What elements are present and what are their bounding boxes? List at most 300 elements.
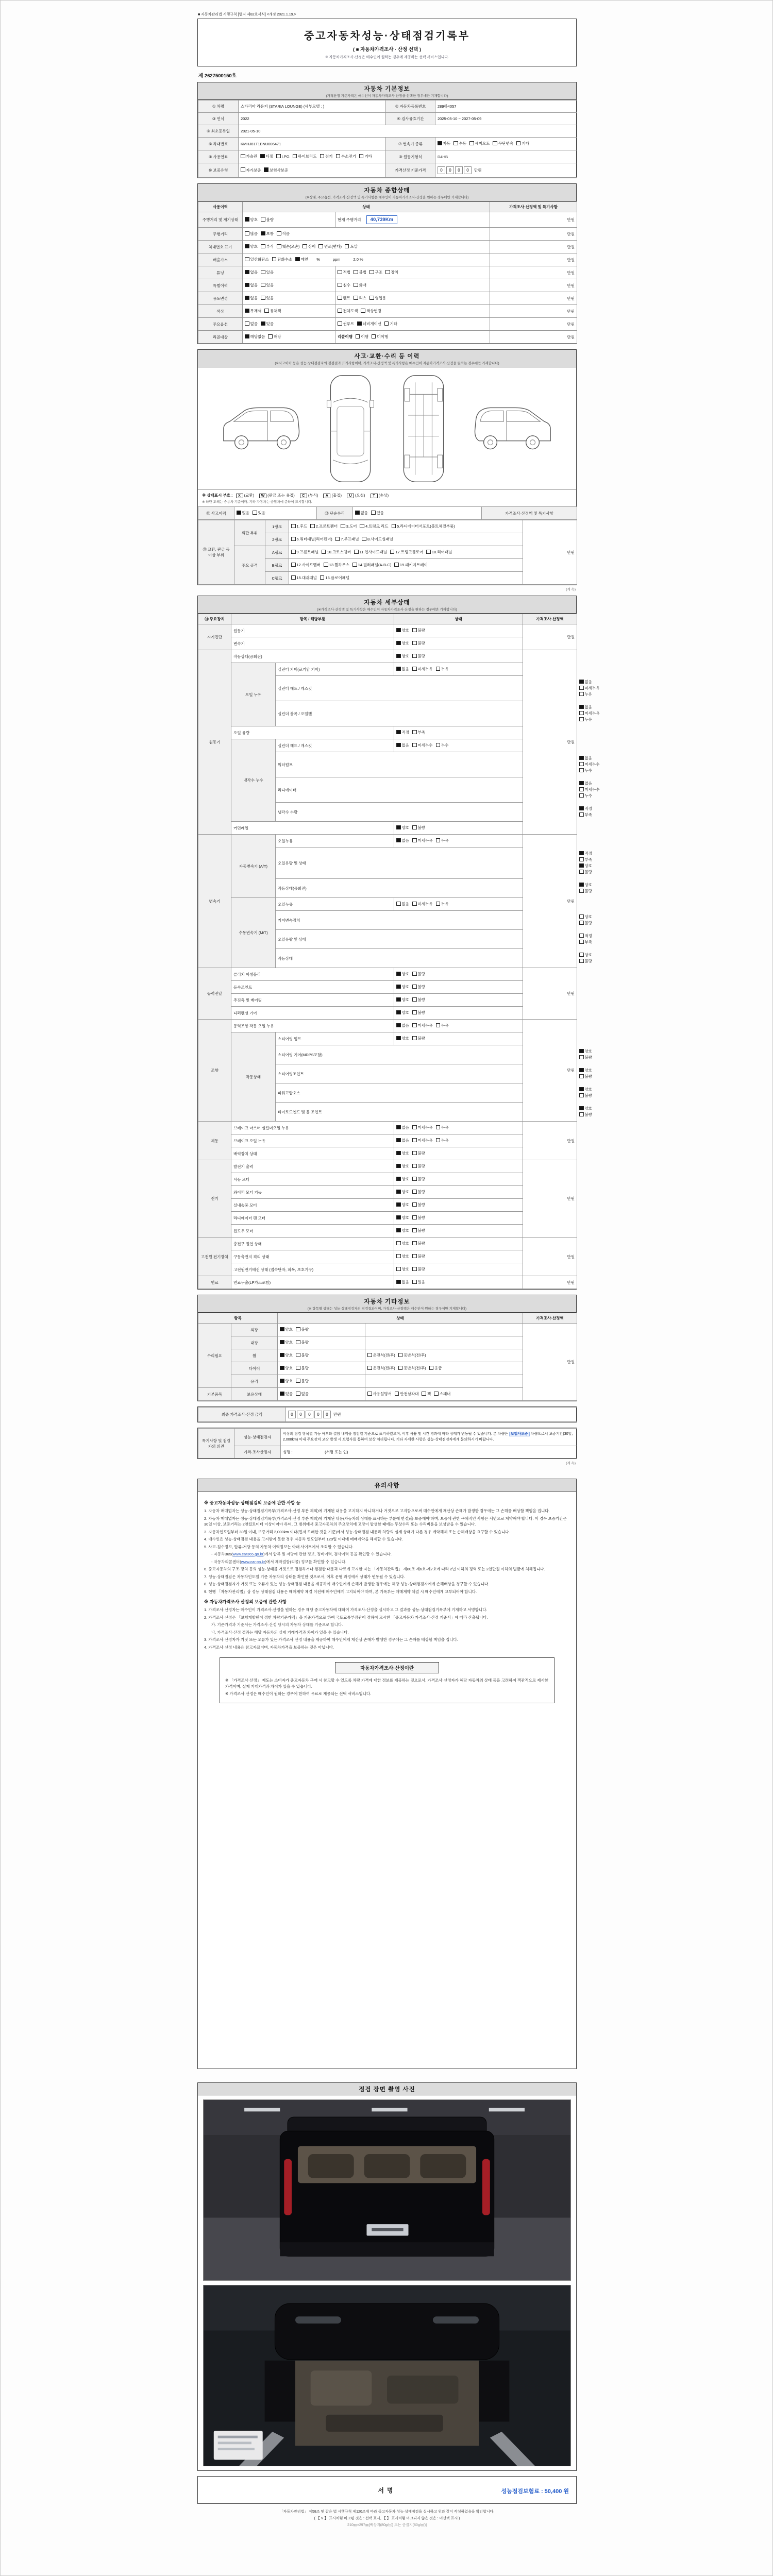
checkbox-option[interactable] xyxy=(272,257,292,262)
checkbox-icon xyxy=(436,1023,441,1028)
checkbox-option[interactable] xyxy=(412,628,425,633)
checkbox-option[interactable] xyxy=(396,1163,409,1169)
checkbox-icon xyxy=(277,231,281,236)
checkbox-option[interactable] xyxy=(245,257,269,262)
checkbox-option[interactable] xyxy=(412,1125,432,1130)
checkbox-option[interactable] xyxy=(296,1378,309,1384)
checkbox-option[interactable] xyxy=(396,1036,409,1041)
checkbox-option[interactable] xyxy=(412,838,432,843)
checkbox-label: 누수 xyxy=(584,793,593,798)
checkbox-option[interactable] xyxy=(396,666,409,672)
checkbox-option[interactable] xyxy=(396,1150,409,1156)
checkbox-icon xyxy=(291,524,296,529)
final-price-cell xyxy=(286,1408,577,1422)
checkbox-option[interactable] xyxy=(579,781,592,786)
checkbox-option[interactable] xyxy=(469,141,490,146)
checkbox-option[interactable] xyxy=(336,154,356,159)
checkbox-option[interactable] xyxy=(579,1067,592,1073)
checkbox-icon xyxy=(395,1392,399,1396)
checkbox-option[interactable] xyxy=(291,575,317,581)
checkbox-option[interactable] xyxy=(390,549,423,555)
checkbox-option[interactable] xyxy=(579,768,592,773)
checkbox-option[interactable] xyxy=(355,510,368,516)
checkbox-option[interactable] xyxy=(296,1327,309,1332)
checkbox-option[interactable] xyxy=(579,1055,592,1060)
checkbox-option[interactable] xyxy=(280,1327,293,1332)
checkbox-icon xyxy=(396,1280,401,1284)
checkbox-label: 부족 xyxy=(584,812,593,817)
checkbox-option[interactable] xyxy=(579,704,592,710)
checkbox-option[interactable] xyxy=(396,1010,409,1015)
item-label: 추진축 및 베어링 xyxy=(231,994,394,1007)
amount-digit: 0 xyxy=(446,166,454,174)
checkbox-option[interactable] xyxy=(579,793,592,799)
checkbox-icon xyxy=(354,283,358,287)
table-row xyxy=(198,1446,577,1459)
checkbox-icon xyxy=(245,244,249,249)
item-label: 디퍼렌셜 기어 xyxy=(231,1007,394,1020)
price-cell: 만원 xyxy=(523,650,577,835)
checkbox-label: 장치 xyxy=(391,270,398,275)
checkbox-option[interactable] xyxy=(412,971,425,977)
checkbox-label: 불량 xyxy=(584,921,593,925)
checkbox-option[interactable] xyxy=(362,536,393,542)
checkbox-option[interactable] xyxy=(369,295,386,301)
checkbox-label: 불량 xyxy=(301,1327,309,1332)
checkbox-option[interactable] xyxy=(264,308,281,314)
table-row xyxy=(198,138,577,150)
checkbox-icon xyxy=(579,711,584,716)
checkbox-option[interactable] xyxy=(579,851,592,856)
checkbox-label: 없음 xyxy=(301,1392,309,1396)
checkbox-option[interactable] xyxy=(338,295,350,301)
price-cell: 만원 xyxy=(523,1238,577,1276)
checkbox-label: 11.인사이드패널 xyxy=(359,550,387,554)
state-options xyxy=(243,266,335,279)
checkbox-icon xyxy=(396,1190,401,1194)
checkbox-option[interactable] xyxy=(579,679,592,685)
checkbox-icon xyxy=(396,902,401,906)
checkbox-option[interactable] xyxy=(396,1228,409,1233)
state-options xyxy=(394,663,523,676)
checkbox-option[interactable] xyxy=(412,1150,425,1156)
checkbox-option[interactable] xyxy=(579,1093,592,1098)
opinion-side-label: 특기사항 및 점검자의 의견 xyxy=(198,1429,234,1459)
checkbox-option[interactable] xyxy=(277,231,290,236)
notice-line: 나. 가격조사·산정 결과는 해당 자동차의 실제 거래가격과 차이가 있을 수 있습니다. xyxy=(211,1630,349,1635)
checkbox-option[interactable] xyxy=(369,269,382,275)
checkbox-option[interactable] xyxy=(280,1365,293,1371)
checkbox-option[interactable] xyxy=(245,217,258,223)
checkbox-icon xyxy=(253,511,257,515)
checkbox-option[interactable] xyxy=(436,901,449,907)
legend-item xyxy=(323,493,342,498)
notice-line: 3. 자동차인도일부터 30일 이내, 보증거리 2,000km 이내(먼저 도래한 것을 기준)에서 성능·상태점검 내용과 차량의 실제 상태가 다른 경우 계약해제 또는 손해배상을 요구할 수 있습니다. xyxy=(204,1529,510,1534)
price-cell: 만원 xyxy=(490,318,577,331)
checkbox-label: 썬루프 xyxy=(343,321,355,326)
checkbox-option[interactable] xyxy=(396,628,409,633)
current-mileage-value: 40,739Km xyxy=(366,215,397,224)
checkbox-option[interactable] xyxy=(345,244,358,249)
checkbox-option[interactable] xyxy=(261,231,274,236)
checkbox-option[interactable] xyxy=(396,1253,409,1259)
checkbox-option[interactable] xyxy=(245,269,258,275)
checkbox-option[interactable] xyxy=(264,167,288,173)
checkbox-option[interactable] xyxy=(253,510,265,516)
checkbox-option[interactable] xyxy=(296,1352,309,1358)
checkbox-option[interactable] xyxy=(398,1365,426,1371)
checkbox-option[interactable] xyxy=(579,888,592,894)
checkbox-option[interactable] xyxy=(396,1125,409,1130)
checkbox-option[interactable] xyxy=(436,1125,449,1130)
checkbox-option[interactable] xyxy=(260,154,273,159)
checkbox-option[interactable] xyxy=(579,755,592,761)
checkbox-option[interactable] xyxy=(241,154,257,159)
checkbox-option[interactable] xyxy=(396,1279,409,1285)
checkbox-option[interactable] xyxy=(412,730,425,735)
checkbox-option[interactable] xyxy=(371,510,384,516)
checkbox-icon xyxy=(245,309,249,313)
checkbox-option[interactable] xyxy=(579,787,599,792)
checkbox-option[interactable] xyxy=(436,1138,449,1143)
checkbox-option[interactable] xyxy=(396,742,409,748)
checkbox-icon xyxy=(579,812,584,817)
checkbox-label: 불량 xyxy=(417,1202,426,1207)
checkbox-option[interactable] xyxy=(412,1023,432,1028)
item-label: 작동상태(공회전) xyxy=(276,879,523,898)
checkbox-icon xyxy=(367,1392,372,1396)
item-label: 연료누출(LP가스포함) xyxy=(231,1276,394,1289)
checkbox-option[interactable] xyxy=(436,1023,449,1028)
checkbox-option[interactable] xyxy=(579,914,592,920)
checkbox-option[interactable] xyxy=(412,984,425,990)
checkbox-option[interactable] xyxy=(241,167,261,173)
checkbox-option[interactable] xyxy=(579,806,592,811)
checkbox-option[interactable] xyxy=(291,549,318,555)
external-link[interactable]: www.car.go.kr xyxy=(241,1559,265,1564)
checkbox-option[interactable] xyxy=(579,717,592,722)
checkbox-icon xyxy=(272,257,277,262)
document-title: 중고자동차성능·상태점검기록부 xyxy=(304,30,470,42)
signature-section[interactable] xyxy=(197,2476,577,2504)
checkbox-option[interactable] xyxy=(412,666,432,672)
checkbox-option[interactable] xyxy=(429,1365,442,1371)
checkbox-option[interactable] xyxy=(396,1138,409,1143)
checkbox-option[interactable] xyxy=(579,1106,592,1111)
checkbox-icon xyxy=(396,743,401,748)
checkbox-option[interactable] xyxy=(296,1391,309,1397)
status-symbol: U xyxy=(347,494,354,498)
checkbox-option[interactable] xyxy=(579,869,592,875)
checkbox-icon xyxy=(318,244,323,249)
checkbox-option[interactable] xyxy=(412,1228,425,1233)
checkbox-option[interactable] xyxy=(360,523,388,529)
checkbox-option[interactable] xyxy=(245,295,258,301)
checkbox-option[interactable] xyxy=(335,536,359,542)
checkbox-option[interactable] xyxy=(396,1266,409,1272)
extra-options xyxy=(365,1388,523,1401)
checkbox-option[interactable] xyxy=(398,1352,426,1358)
checkbox-option[interactable] xyxy=(412,825,425,831)
checkbox-option[interactable] xyxy=(352,562,391,568)
checkbox-option[interactable] xyxy=(245,308,261,314)
checkbox-option[interactable] xyxy=(426,549,452,555)
checkbox-option[interactable] xyxy=(318,244,341,249)
checkbox-option[interactable] xyxy=(280,1352,293,1358)
checkbox-label: 양호 xyxy=(250,244,258,249)
checkbox-option[interactable] xyxy=(579,920,592,926)
checkbox-option[interactable] xyxy=(280,1391,293,1397)
status-symbol: W xyxy=(259,494,266,498)
checkbox-option[interactable] xyxy=(268,334,281,340)
checkbox-label: 불량 xyxy=(301,1353,309,1358)
checkbox-option[interactable] xyxy=(384,321,397,327)
checkbox-option[interactable] xyxy=(296,1365,309,1371)
current-mileage-cell xyxy=(335,212,490,228)
checkbox-option[interactable] xyxy=(412,1266,425,1272)
checkbox-option[interactable] xyxy=(395,1391,419,1397)
detail-row xyxy=(198,663,577,676)
checkbox-option[interactable] xyxy=(367,1365,395,1371)
checkbox-option[interactable] xyxy=(357,321,381,327)
checkbox-option[interactable] xyxy=(341,523,357,529)
checkbox-option[interactable] xyxy=(412,1010,425,1015)
checkbox-icon xyxy=(264,167,268,172)
checkbox-option[interactable] xyxy=(396,971,409,977)
checkbox-option[interactable] xyxy=(303,244,315,249)
item-group-label: 수리필요 xyxy=(198,1324,231,1388)
checkbox-option[interactable] xyxy=(354,295,366,301)
checkbox-option[interactable] xyxy=(579,685,599,691)
field-label: ① 차명 xyxy=(198,100,239,113)
checkbox-option[interactable] xyxy=(354,549,387,555)
checkbox-option[interactable] xyxy=(579,761,599,767)
checkbox-option[interactable] xyxy=(338,321,354,327)
item-label: 작동상태(공회전) xyxy=(231,650,394,663)
checkbox-option[interactable] xyxy=(396,997,409,1003)
checkbox-label: 이행 xyxy=(361,334,368,339)
checkbox-option[interactable] xyxy=(579,958,592,964)
column-header: 상태 xyxy=(278,1313,523,1324)
checkbox-option[interactable] xyxy=(245,334,265,340)
checkbox-option[interactable] xyxy=(367,1391,392,1397)
rankB-part-options xyxy=(289,559,523,572)
checkbox-option[interactable] xyxy=(396,1189,409,1195)
checkbox-icon xyxy=(357,321,362,326)
checkbox-option[interactable] xyxy=(291,523,307,529)
checkbox-option[interactable] xyxy=(354,269,366,275)
checkbox-option[interactable] xyxy=(356,334,368,340)
checkbox-option[interactable] xyxy=(245,282,258,288)
checkbox-option[interactable] xyxy=(412,742,432,748)
checkbox-option[interactable] xyxy=(412,653,425,659)
usage-history-row xyxy=(198,331,577,344)
checkbox-option[interactable] xyxy=(396,984,409,990)
checkbox-option[interactable] xyxy=(412,1176,425,1182)
checkbox-option[interactable] xyxy=(280,1340,293,1345)
checkbox-option[interactable] xyxy=(261,269,274,275)
checkbox-option[interactable] xyxy=(261,295,274,301)
checkbox-option[interactable] xyxy=(579,882,592,888)
checkbox-icon xyxy=(396,1267,401,1272)
checkbox-option[interactable] xyxy=(579,1087,592,1092)
checkbox-option[interactable] xyxy=(412,1138,432,1143)
checkbox-option[interactable] xyxy=(412,1253,425,1259)
checkbox-option[interactable] xyxy=(412,997,425,1003)
checkbox-option[interactable] xyxy=(579,952,592,958)
checkbox-option[interactable] xyxy=(579,857,592,862)
checkbox-option[interactable] xyxy=(296,1340,309,1345)
checkbox-option[interactable] xyxy=(412,1241,425,1246)
checkbox-option[interactable] xyxy=(436,742,449,748)
checkbox-icon xyxy=(412,1010,417,1015)
final-price-digits xyxy=(288,1412,332,1417)
checkbox-option[interactable] xyxy=(291,536,332,542)
checkbox-option[interactable] xyxy=(245,321,258,327)
checkbox-option[interactable] xyxy=(361,308,381,314)
checkbox-option[interactable] xyxy=(338,308,358,314)
inspector-opinion-table xyxy=(198,1428,577,1459)
checkbox-icon xyxy=(367,1353,372,1358)
checkbox-option[interactable] xyxy=(579,710,599,716)
checkbox-option[interactable] xyxy=(579,939,592,945)
checkbox-option[interactable] xyxy=(412,1036,425,1041)
checkbox-label: 없음 xyxy=(250,270,258,275)
detail-rows xyxy=(198,624,600,1289)
checkbox-option[interactable] xyxy=(422,1391,431,1397)
checkbox-option[interactable] xyxy=(396,1023,409,1028)
checkbox-option[interactable] xyxy=(396,825,409,831)
checkbox-option[interactable] xyxy=(291,562,321,568)
checkbox-option[interactable] xyxy=(396,1215,409,1221)
checkbox-option[interactable] xyxy=(579,1112,592,1117)
item-options xyxy=(335,279,490,292)
checkbox-option[interactable] xyxy=(412,1279,425,1285)
checkbox-option[interactable] xyxy=(436,666,449,672)
checkbox-option[interactable] xyxy=(579,863,592,869)
checkbox-icon xyxy=(579,705,584,709)
checkbox-option[interactable] xyxy=(412,1202,425,1208)
checkbox-option[interactable] xyxy=(237,510,249,516)
section-note: (※ 항목별 상태는 성능·상태점검자의 점검결과이며, 가격조사·산정액은 매수인이 원하는 경우에만 기재합니다) xyxy=(307,1307,467,1311)
checkbox-option[interactable] xyxy=(396,1176,409,1182)
checkbox-option[interactable] xyxy=(438,141,450,146)
checkbox-option[interactable] xyxy=(396,1241,409,1246)
checkbox-option[interactable] xyxy=(412,640,425,646)
checkbox-option[interactable] xyxy=(277,244,299,249)
checkbox-option[interactable] xyxy=(579,1048,592,1054)
checkbox-label: 양호 xyxy=(401,1215,410,1220)
checkbox-option[interactable] xyxy=(396,640,409,646)
checkbox-option[interactable] xyxy=(295,257,308,262)
checkbox-icon xyxy=(396,667,401,671)
checkbox-option[interactable] xyxy=(412,901,432,907)
final-price-label: 최종 가격조사·산정 금액 xyxy=(198,1408,286,1422)
checkbox-label: 10.크로스멤버 xyxy=(327,550,351,554)
checkbox-option[interactable] xyxy=(493,141,513,146)
checkbox-label: 없음 xyxy=(360,511,368,515)
checkbox-icon xyxy=(412,730,417,735)
checkbox-option[interactable] xyxy=(396,838,409,843)
checkbox-option[interactable] xyxy=(396,901,409,907)
checkbox-option[interactable] xyxy=(579,691,592,697)
checkbox-option[interactable] xyxy=(338,282,350,288)
checkbox-option[interactable] xyxy=(310,523,338,529)
checkbox-icon xyxy=(579,1087,584,1092)
checkbox-option[interactable] xyxy=(436,838,449,843)
external-link[interactable]: www.car365.go.kr xyxy=(232,1552,263,1556)
checkbox-icon xyxy=(276,154,281,159)
checkbox-icon xyxy=(369,270,374,275)
checkbox-option[interactable] xyxy=(579,933,592,939)
checkbox-option[interactable] xyxy=(324,562,349,568)
checkbox-option[interactable] xyxy=(245,244,258,249)
checkbox-option[interactable] xyxy=(359,154,372,159)
checkbox-option[interactable] xyxy=(396,730,409,735)
checkbox-label: 1.후드 xyxy=(296,524,308,529)
checkbox-option[interactable] xyxy=(261,244,274,249)
checkbox-option[interactable] xyxy=(412,1189,425,1195)
checkbox-option[interactable] xyxy=(320,154,333,159)
item-label: 외장 xyxy=(231,1324,278,1336)
item-label: 스티어링조인트 xyxy=(276,1064,523,1083)
field-label: ⑤ 최초등록일 xyxy=(198,125,239,138)
checkbox-option[interactable] xyxy=(434,1391,450,1397)
detail-row xyxy=(198,1186,577,1199)
checkbox-label: 양호 xyxy=(584,1049,593,1054)
checkbox-label: 없음 xyxy=(401,1138,410,1143)
checkbox-option[interactable] xyxy=(293,154,317,159)
basic-info-table xyxy=(198,100,577,178)
checkbox-option[interactable] xyxy=(261,217,274,223)
checkbox-icon xyxy=(412,628,417,633)
checkbox-option[interactable] xyxy=(338,269,350,275)
accident-history-options xyxy=(234,507,317,520)
checkbox-icon xyxy=(579,953,584,957)
section-title: 자동차 세부상태 xyxy=(364,600,410,606)
checkbox-option[interactable] xyxy=(516,141,529,146)
checkbox-icon xyxy=(296,1327,300,1332)
table-header-row xyxy=(198,202,577,212)
checkbox-option[interactable] xyxy=(367,1352,395,1358)
checkbox-option[interactable] xyxy=(392,523,455,529)
checkbox-label: 훼손(오손) xyxy=(282,244,300,249)
checkbox-option[interactable] xyxy=(412,1163,425,1169)
checkbox-icon xyxy=(394,563,399,567)
detail-row xyxy=(198,898,577,911)
checkbox-option[interactable] xyxy=(453,141,466,146)
checkbox-option[interactable] xyxy=(412,1215,425,1221)
checkbox-option[interactable] xyxy=(354,282,366,288)
checkbox-option[interactable] xyxy=(261,321,274,327)
checkbox-option[interactable] xyxy=(394,562,427,568)
item-label: 충전구 절연 상태 xyxy=(231,1238,394,1250)
checkbox-option[interactable] xyxy=(322,549,351,555)
checkbox-option[interactable] xyxy=(579,1074,592,1079)
checkbox-option[interactable] xyxy=(261,282,274,288)
checkbox-option[interactable] xyxy=(372,334,388,340)
checkbox-icon xyxy=(280,1340,284,1345)
checkbox-option[interactable] xyxy=(320,575,349,581)
checkbox-icon xyxy=(390,550,395,554)
checkbox-option[interactable] xyxy=(280,1378,293,1384)
checkbox-option[interactable] xyxy=(385,269,398,275)
checkbox-option[interactable] xyxy=(396,653,409,659)
checkbox-option[interactable] xyxy=(579,812,592,818)
checkbox-option[interactable] xyxy=(396,1202,409,1208)
checkbox-option[interactable] xyxy=(245,231,258,236)
checkbox-option[interactable] xyxy=(276,154,290,159)
